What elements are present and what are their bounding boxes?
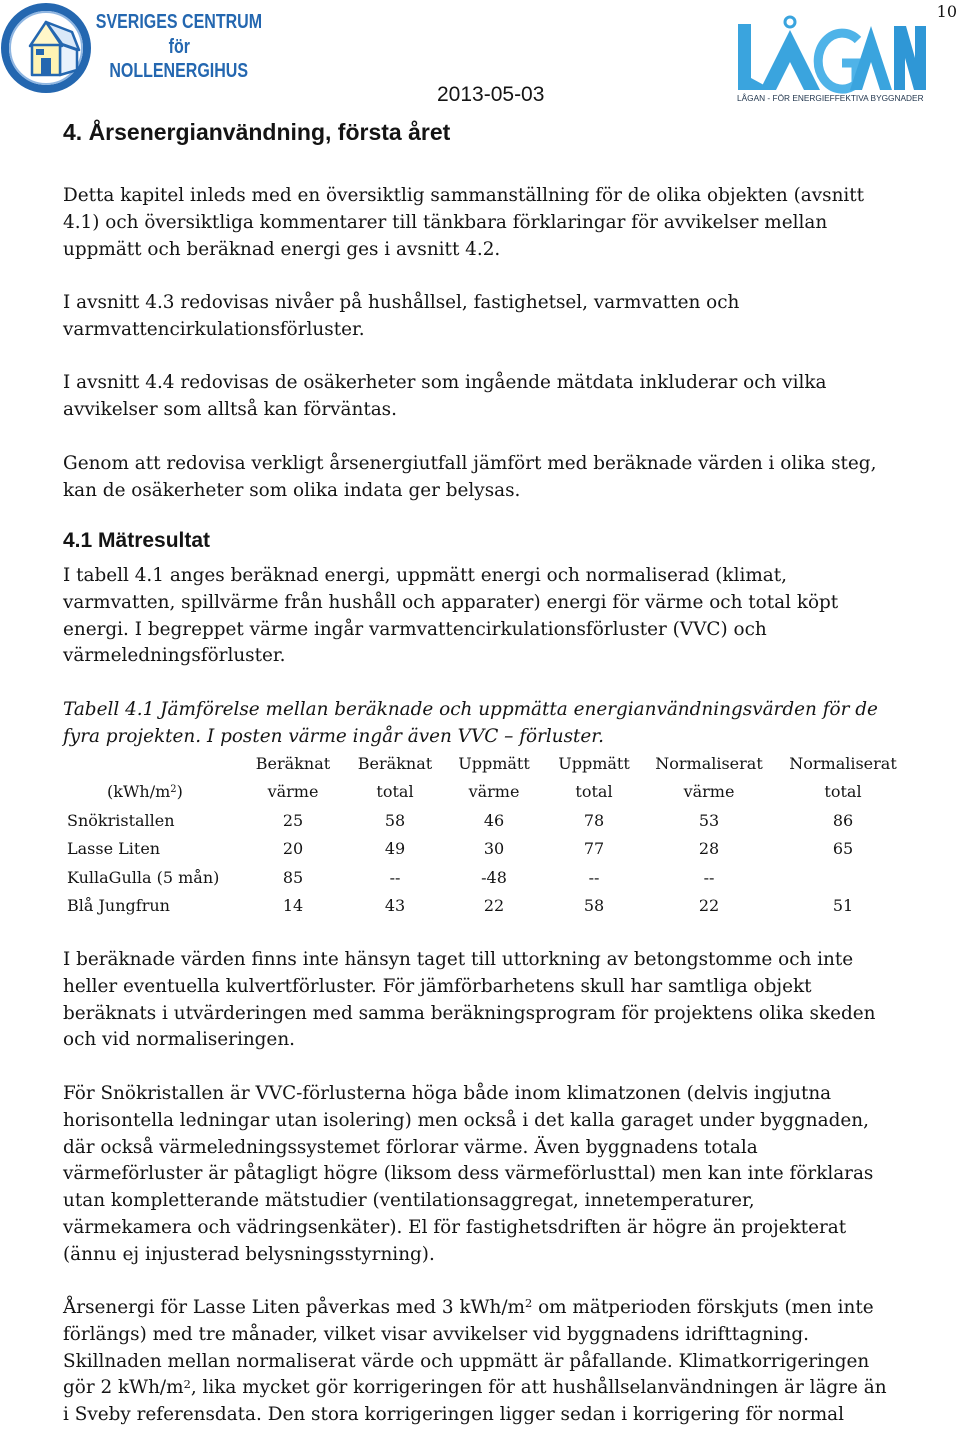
text-line: värmeförluster är påtagligt högre (liksom dess värmeförlusttal) men kan inte förklaras	[63, 1163, 874, 1185]
table-header-cell: Normaliserat	[789, 754, 897, 773]
table-cell: 25	[282, 810, 304, 830]
logo-letter-n	[894, 26, 926, 90]
text-line: och vid normaliseringen.	[63, 1029, 296, 1051]
table-cell: -48	[481, 867, 507, 887]
page-number: 10	[936, 2, 957, 21]
text-line: utan kompletterande mätstudier (ventilationsaggregat, innetemperaturer,	[63, 1190, 755, 1212]
text-line: energi. I begreppet värme ingår varmvattencirkulationsförluster (VVC) och	[63, 618, 767, 640]
unit-label-superscript: 2	[170, 784, 177, 796]
table-header-cell: Beräknat	[357, 754, 433, 773]
logo-tagline: LÅGAN - FÖR ENERGIEFFEKTIVA BYGGNADER	[737, 93, 924, 103]
table-cell: 28	[698, 839, 720, 859]
table-cell: 53	[698, 810, 720, 830]
text-line: varmvatten, spillvärme från hushåll och apparater) energi för värme och total köpt	[63, 591, 839, 613]
superscript: 2	[524, 1296, 533, 1311]
intro-paragraph-1	[63, 183, 864, 263]
logo-line-2-text: för	[168, 36, 190, 58]
text-line: heller eventuella kulvertförluster. För jämförbarhetens skull har samtliga objekt	[63, 975, 812, 997]
table-row	[0, 864, 960, 892]
table-cell: 49	[384, 839, 406, 859]
table-cell: --	[389, 867, 401, 887]
body-paragraph-3	[63, 1295, 887, 1429]
text-line: uppmätt och beräknad energi ges i avsnitt 4.2.	[63, 238, 501, 260]
table-cell: 46	[483, 810, 505, 830]
text-segment: om mätperioden förskjuts (men inte	[532, 1297, 874, 1318]
row-name: Lasse Liten	[67, 839, 161, 859]
intro-paragraph-2	[63, 290, 739, 344]
table-header-cell: värme	[267, 782, 319, 802]
table-cell: 58	[384, 810, 406, 830]
body-paragraph-2	[63, 1081, 873, 1269]
logo-line-1	[75, 10, 283, 34]
text-line: 4.1) och översiktliga kommentarer till tänkbara förklaringar för avvikelser mellan	[63, 211, 828, 233]
text-line: värmekamera och vädringsenkäter). El för fastighetsdriften är högre än projekterat	[63, 1216, 847, 1238]
document-date: 2013-05-03	[437, 83, 545, 106]
superscript: 2	[183, 1376, 191, 1391]
table-cell: 30	[483, 839, 505, 859]
caption-line: Tabell 4.1 Jämförelse mellan beräknade och uppmätta energianvändningsvärden för de	[63, 699, 878, 720]
table-cell: 58	[583, 896, 605, 915]
text-line: För Snökristallen är VVC-förlusterna höga både inom klimatzonen (delvis ingjutna	[63, 1083, 832, 1104]
table-caption	[63, 697, 878, 751]
body-paragraph-1	[63, 947, 876, 1054]
table-header-cell: Uppmätt	[558, 754, 630, 773]
table-cell: 65	[832, 839, 854, 859]
table-header-cell: Beräknat	[255, 754, 331, 773]
text-line: beräknats i utvärderingen med samma beräkningsprogram för projektens olika skeden	[63, 1002, 876, 1024]
logo-letter-a-ring	[760, 30, 820, 90]
lagan-logo	[733, 14, 929, 94]
table-cell: --	[703, 867, 715, 887]
text-line: i Sveby referensdata. Den stora korrigeringen ligger sedan i korrigering för normal	[63, 1404, 845, 1426]
table-row	[0, 835, 960, 863]
table-cell: --	[588, 867, 600, 887]
table-header-cell: Uppmätt	[458, 754, 530, 773]
unit-label	[107, 778, 183, 806]
logo-letter-g	[818, 33, 858, 89]
text-segment: Årsenergi för Lasse Liten påverkas med 3 kWh/m	[63, 1297, 525, 1318]
table-header-cell: värme	[683, 782, 735, 802]
table-cell: 22	[698, 896, 720, 915]
text-line: I beräknade värden finns inte hänsyn taget till uttorkning av betongstomme och inte	[63, 949, 854, 970]
text-segment: , lika mycket gör korrigeringen för att hushållselanvändningen är lägre än	[190, 1377, 887, 1399]
unit-label-text: (kWh/m	[107, 782, 171, 802]
text-line	[63, 1375, 887, 1402]
table-cell: 14	[282, 896, 304, 915]
table-cell: 85	[282, 867, 304, 887]
text-line: Skillnaden mellan normaliserat värde och uppmätt är påfallande. Klimatkorrigeringen	[63, 1350, 870, 1372]
text-line: varmvattencirkulationsförluster.	[63, 318, 365, 340]
table-header-row	[0, 750, 960, 778]
section-paragraph	[63, 563, 838, 670]
logo-line-3-text: NOLLENERGIHUS	[109, 60, 249, 82]
text-line: förlängs) med tre månader, vilket visar avvikelser vid byggnadens idrifttagning.	[63, 1323, 810, 1345]
table-cell: 77	[583, 839, 605, 859]
table-cell: 78	[583, 810, 605, 830]
text-line: I avsnitt 4.4 redovisas de osäkerheter som ingående mätdata inkluderar och vilka	[63, 372, 827, 393]
intro-paragraph-4	[63, 451, 876, 505]
table-header-cell: total	[575, 782, 613, 802]
row-name: KullaGulla (5 mån)	[67, 867, 220, 887]
table-row	[0, 807, 960, 835]
table-header-cell: värme	[468, 782, 520, 802]
caption-line: fyra projekten. I posten värme ingår även VVC – förluster.	[63, 725, 604, 747]
logo-line-1-text: SVERIGES CENTRUM	[95, 11, 263, 33]
text-line: horisontella ledningar utan isolering) men också i det kalla garaget under byggnaden,	[63, 1109, 869, 1131]
logo-line-2	[75, 35, 283, 59]
table-header-cell: total	[824, 782, 862, 802]
section-heading: 4.1 Mätresultat	[63, 529, 211, 552]
table-header-row-units	[0, 778, 960, 806]
text-line: I avsnitt 4.3 redovisas nivåer på hushållsel, fastighetsel, varmvatten och	[63, 292, 740, 313]
row-name: Blå Jungfrun	[67, 896, 170, 915]
intro-paragraph-3	[63, 370, 826, 424]
text-segment: gör 2 kWh/m	[63, 1377, 184, 1399]
table-cell: 51	[832, 896, 854, 915]
text-line: värmeledningsförluster.	[63, 645, 286, 667]
energy-table	[0, 750, 960, 922]
text-line: kan de osäkerheter som olika indata ger belysas.	[63, 479, 521, 501]
table-row	[0, 892, 960, 920]
table-cell: 22	[483, 896, 505, 915]
table-cell: 20	[282, 839, 304, 859]
table-header-cell: Normaliserat	[655, 754, 763, 773]
text-line: avvikelser som alltså kan förväntas.	[63, 398, 397, 420]
text-line	[63, 1295, 887, 1322]
text-line: Detta kapitel inleds med en översiktlig sammanställning för de olika objekten (avsnitt	[63, 185, 865, 206]
unit-label-close: )	[176, 782, 183, 802]
table-cell: 43	[384, 896, 406, 915]
table-header-cell: total	[376, 782, 414, 802]
table-cell: 86	[832, 810, 854, 830]
logo-line-3	[75, 59, 283, 83]
text-line: (ännu ej injusterad belysningsstyrning).	[63, 1243, 435, 1265]
chapter-title: 4. Årsenergianvändning, första året	[63, 119, 451, 145]
row-name: Snökristallen	[67, 810, 175, 830]
text-line: I tabell 4.1 anges beräknad energi, uppmätt energi och normaliserad (klimat,	[63, 565, 787, 586]
text-line: Genom att redovisa verkligt årsenergiutfall jämfört med beräknade värden i olika steg,	[63, 453, 877, 474]
text-line: där också värmeledningssystemet förlorar värme. Även byggnadens totala	[63, 1136, 758, 1158]
